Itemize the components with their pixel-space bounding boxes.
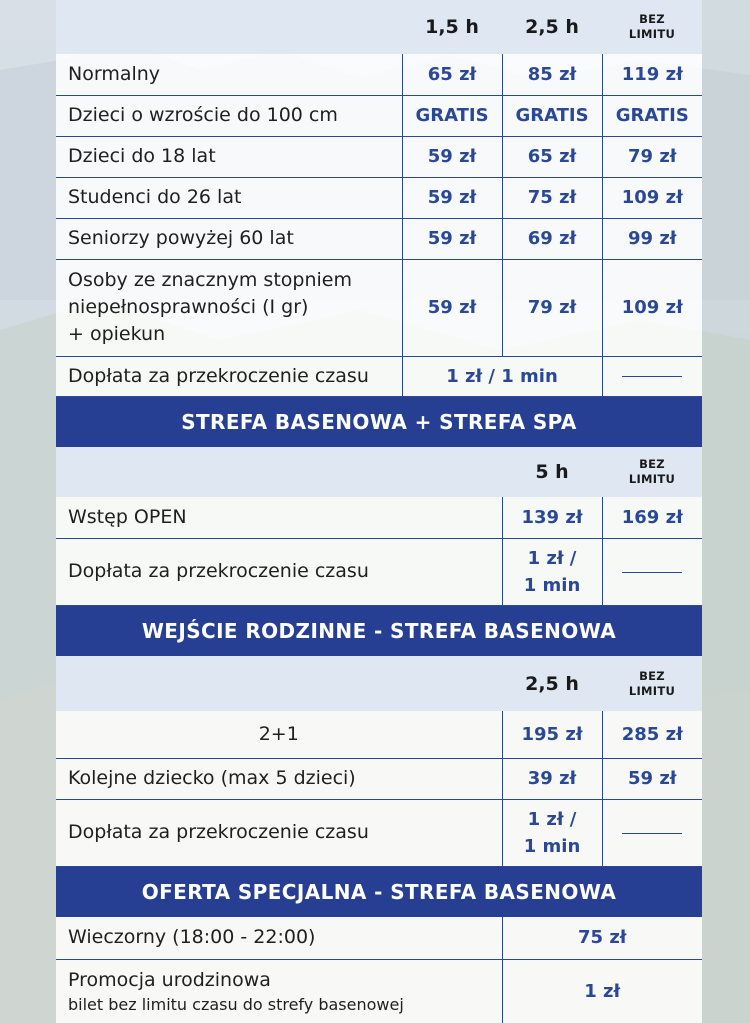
price-cell: 285 zł <box>602 711 702 758</box>
price-cell: 169 zł <box>602 497 702 538</box>
surcharge-row <box>56 538 702 605</box>
table-row <box>56 959 702 1023</box>
surcharge-value-line: 1 zł / <box>527 547 577 569</box>
row-label-line: + opiekun <box>68 323 166 345</box>
dash-divider <box>622 833 682 834</box>
row-label: Dzieci do 18 lat <box>56 136 402 177</box>
header-1-5h: 1,5 h <box>402 0 502 54</box>
row-label-line: niepełnosprawności (I gr) <box>68 296 309 318</box>
row-label <box>56 959 502 1023</box>
row-label-main: Promocja urodzinowa <box>68 968 271 991</box>
surcharge-value <box>502 799 602 866</box>
surcharge-label: Dopłata za przekroczenie czasu <box>56 538 502 605</box>
price-cell: 109 zł <box>602 259 702 356</box>
header-no-limit: BEZ LIMITU <box>602 0 702 54</box>
price-cell: 85 zł <box>502 54 602 95</box>
section-title: WEJŚCIE RODZINNE - STREFA BASENOWA <box>56 605 702 656</box>
dash-divider <box>622 572 682 573</box>
price-cell: 195 zł <box>502 711 602 758</box>
surcharge-value-line: 1 zł / <box>527 808 577 830</box>
row-label: Normalny <box>56 54 402 95</box>
price-cell: GRATIS <box>402 95 502 136</box>
empty-cell <box>602 799 702 866</box>
header-2-5h: 2,5 h <box>502 0 602 54</box>
price-cell: 39 zł <box>502 758 602 799</box>
row-label-line: Osoby ze znacznym stopniem <box>68 269 352 291</box>
section1-header-row <box>56 0 702 54</box>
row-label: Wstęp OPEN <box>56 497 502 538</box>
price-cell: 59 zł <box>402 259 502 356</box>
header-2-5h: 2,5 h <box>502 656 602 711</box>
section-title: STREFA BASENOWA + STREFA SPA <box>56 396 702 447</box>
table-row <box>56 917 702 959</box>
price-cell: 59 zł <box>602 758 702 799</box>
surcharge-value: 1 zł / 1 min <box>402 356 602 396</box>
table-row <box>56 758 702 799</box>
table-row <box>56 711 702 758</box>
table-row <box>56 259 702 356</box>
row-label: Seniorzy powyżej 60 lat <box>56 218 402 259</box>
price-cell: 139 zł <box>502 497 602 538</box>
table-row <box>56 95 702 136</box>
surcharge-label: Dopłata za przekroczenie czasu <box>56 799 502 866</box>
surcharge-row <box>56 356 702 396</box>
surcharge-row <box>56 799 702 866</box>
price-cell: 79 zł <box>602 136 702 177</box>
header-no-limit: BEZ LIMITU <box>602 656 702 711</box>
price-cell: 119 zł <box>602 54 702 95</box>
section-banner <box>56 396 702 447</box>
price-cell: 65 zł <box>402 54 502 95</box>
surcharge-value-line: 1 min <box>523 574 581 596</box>
surcharge-value-line: 1 min <box>523 835 581 857</box>
section2-header-row <box>56 447 702 497</box>
price-cell: 75 zł <box>502 917 702 959</box>
row-label: Wieczorny (18:00 - 22:00) <box>56 917 502 959</box>
price-cell: 79 zł <box>502 259 602 356</box>
section-banner <box>56 605 702 656</box>
row-label: Kolejne dziecko (max 5 dzieci) <box>56 758 502 799</box>
price-cell: GRATIS <box>602 95 702 136</box>
table-row <box>56 54 702 95</box>
header-5h: 5 h <box>502 447 602 497</box>
price-cell: 59 zł <box>402 136 502 177</box>
table-row <box>56 177 702 218</box>
price-cell: 65 zł <box>502 136 602 177</box>
row-label: Dzieci o wzroście do 100 cm <box>56 95 402 136</box>
surcharge-label: Dopłata za przekroczenie czasu <box>56 356 402 396</box>
price-table <box>56 0 702 1023</box>
dash-divider <box>622 376 682 377</box>
row-sublabel: bilet bez limitu czasu do strefy basenowej <box>68 994 404 1014</box>
row-label: Studenci do 26 lat <box>56 177 402 218</box>
section-title: OFERTA SPECJALNA - STREFA BASENOWA <box>56 866 702 917</box>
surcharge-value <box>502 538 602 605</box>
table-row <box>56 136 702 177</box>
price-cell: 69 zł <box>502 218 602 259</box>
price-cell: 59 zł <box>402 177 502 218</box>
price-cell: GRATIS <box>502 95 602 136</box>
section3-header-row <box>56 656 702 711</box>
section-banner <box>56 866 702 917</box>
row-label: 2+1 <box>56 711 502 758</box>
table-row <box>56 218 702 259</box>
price-sheet <box>56 0 702 1023</box>
empty-cell <box>602 538 702 605</box>
price-cell: 99 zł <box>602 218 702 259</box>
table-row <box>56 497 702 538</box>
price-cell: 75 zł <box>502 177 602 218</box>
header-no-limit: BEZ LIMITU <box>602 447 702 497</box>
empty-cell <box>602 356 702 396</box>
price-cell: 59 zł <box>402 218 502 259</box>
price-cell: 1 zł <box>502 959 702 1023</box>
row-label <box>56 259 402 356</box>
price-cell: 109 zł <box>602 177 702 218</box>
